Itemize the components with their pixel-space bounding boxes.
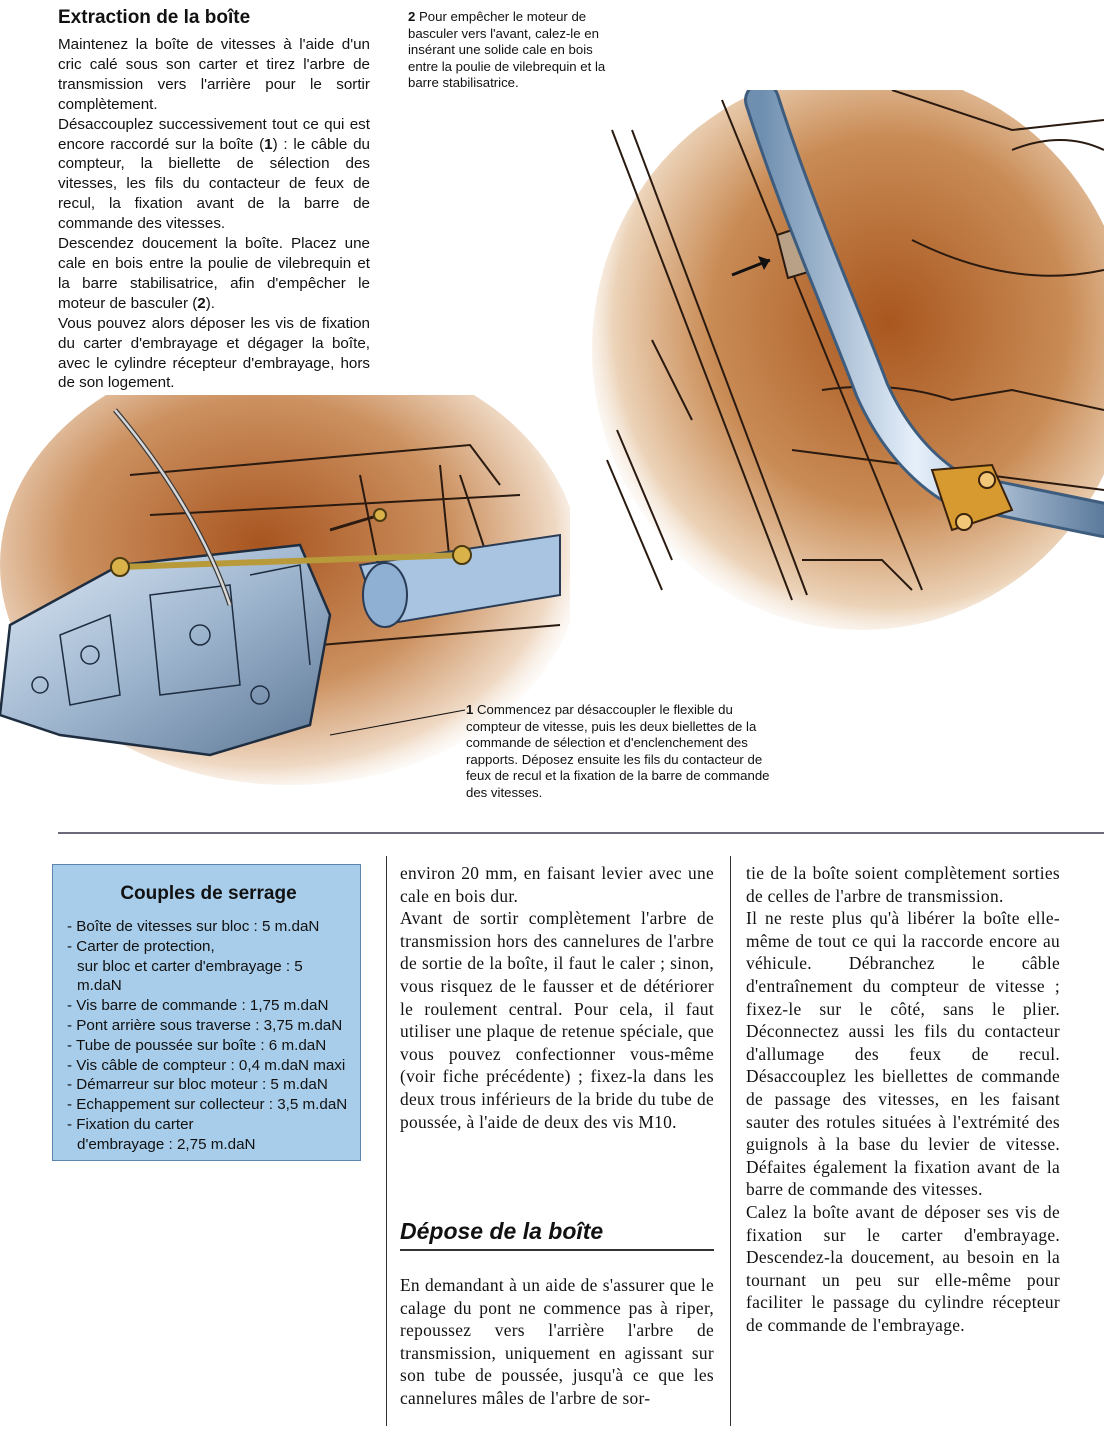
middle-column-continued (400, 1274, 714, 1410)
caption-number: 2 (408, 9, 416, 24)
figure-caption-1 (466, 702, 776, 802)
paragraph: Vous pouvez alors déposer les vis de fixation du carter d'embrayage et dégager la boîte, avec le cylindre récepteur d'embrayage, hors de son logement. (58, 314, 370, 392)
paragraph: Maintenez la boîte de vitesses à l'aide d'un cric calé sous son carter et tirez l'arbre de transmission vers l'arrière pour le sortir complètement. (58, 36, 370, 113)
caption-number: 1 (466, 702, 474, 717)
figure-caption-2 (408, 9, 620, 92)
torque-item: - Boîte de vitesses sur bloc : 5 m.daN (67, 918, 320, 935)
section-heading-depose-wrapper (400, 1218, 714, 1251)
right-column (746, 862, 1060, 1336)
caption-text: Commencez par désaccoupler le flexible du compteur de vitesse, puis les deux biellettes de la commande de sélection et d'enclenchement des rapports. Déposez ensuite les fils du contacteur de feux de recul et la fixation de la barre de commande des vitesses. (466, 702, 770, 800)
paragraph: Descendez doucement la boîte. Placez une cale en bois entre la poulie de vilebrequin et la barre stabilisatrice, afin d'empêcher le moteur de basculer (2). (58, 235, 370, 312)
section-divider (58, 832, 1104, 834)
section-heading-depose: Dépose de la boîte (400, 1218, 604, 1244)
torque-item: - Fixation du carter (67, 1115, 194, 1133)
paragraph: En demandant à un aide de s'assurer que le calage du pont ne commence pas à riper, repoussez vers l'arrière l'arbre de transmission, uniquement en agissant sur son tube de poussée, jusqu'à ce que les cannelures mâles de l'arbre de sor- (400, 1275, 714, 1408)
torque-item: - Démarreur sur bloc moteur : 5 m.daN (67, 1076, 328, 1094)
torque-box-title: Couples de serrage (120, 883, 297, 904)
torque-item: - Vis barre de commande : 1,75 m.daN (67, 997, 329, 1015)
torque-item: - Tube de poussée sur boîte : 6 m.daN (67, 1036, 327, 1054)
section-heading-extraction: Extraction de la boîte (58, 7, 251, 28)
torque-specs-box (52, 864, 361, 1161)
torque-item: sur bloc et carter d'embrayage : 5 m.daN (77, 957, 303, 995)
paragraph: Avant de sortir complètement l'arbre de transmission hors des cannelures de l'arbre de sortie de la boîte, il faut le caler ; sinon, vous risquez de le fausser et de détériorer le roulement central. Pour cela, il faut utiliser une plaque de retenue spéciale, que vous pouvez confectionner vous-même (voir fiche précédente) ; fixez-la dans les deux trous inférieurs de la bride du tube de poussée, à l'aide de deux des vis M10. (400, 908, 714, 1132)
left-section-body (58, 35, 370, 393)
paragraph: environ 20 mm, en faisant levier avec une cale en bois dur. (400, 863, 714, 906)
torque-item: - Carter de protection, (67, 937, 215, 955)
paragraph: tie de la boîte soient complètement sorties de celles de l'arbre de transmission. (746, 863, 1060, 906)
illustration-stabilizer-bar (592, 90, 1104, 630)
torque-list (67, 917, 350, 1155)
paragraph: Il ne reste plus qu'à libérer la boîte elle-même de tout ce qui la raccorde encore au véhicule. Débranchez le câble d'entraînement du compteur de vitesse ; fixez-le sur le côté, sans le plier. Déconnectez aussi les fils du contacteur d'allumage des feux de recul. Désaccouplez les biellettes de commande de passage des vitesses, en les faisant sauter des rotules situées à l'extrémité des guignols à la base du levier de vitesse. Défaites également la fixation avant de la barre de commande des vitesses. (746, 908, 1060, 1200)
middle-column (400, 862, 714, 1133)
column-rule (730, 856, 731, 1426)
paragraph: Désaccouplez successivement tout ce qui est encore raccordé sur la boîte (1) : le câble du compteur, la biellette de sélection des vitesses, les fils du contacteur de feux de recul, la fixation avant de la barre de commande des vitesses. (58, 115, 370, 233)
torque-item: d'embrayage : 2,75 m.daN (77, 1135, 256, 1153)
torque-item: - Echappement sur collecteur : 3,5 m.daN (67, 1096, 348, 1114)
paragraph: Calez la boîte avant de déposer ses vis de fixation sur le carter d'embrayage. Descendez-la doucement, au besoin en la tournant un peu sur elle-même pour faciliter le passage du cylindre récepteur de commande de l'embrayage. (746, 1201, 1060, 1335)
caption-text: Pour empêcher le moteur de basculer vers l'avant, calez-le en insérant une solide cale en bois entre la poulie de vilebrequin et la barre stabilisatrice. (408, 9, 606, 91)
torque-item: - Pont arrière sous traverse : 3,75 m.daN (67, 1016, 343, 1034)
column-rule (386, 856, 387, 1426)
torque-item: - Vis câble de compteur : 0,4 m.daN maxi (67, 1056, 346, 1074)
